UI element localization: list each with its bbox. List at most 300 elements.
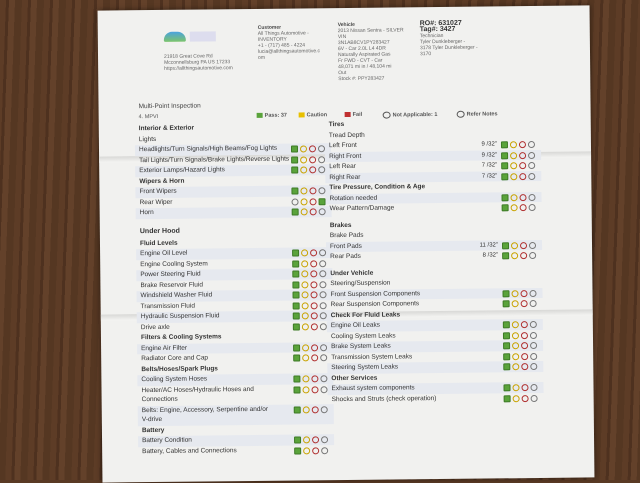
item-label: Left Rear (329, 162, 356, 171)
item-label: Battery Condition (142, 436, 192, 445)
pass-icon (503, 332, 510, 339)
item-label: Front Pads (329, 242, 362, 250)
pass-icon (293, 312, 300, 319)
status-indicators (291, 145, 327, 152)
legend-count: 4. MPVI (138, 113, 159, 121)
caution-icon (302, 386, 309, 393)
caution-icon (301, 249, 308, 256)
not-applicable-icon (318, 156, 325, 163)
fail-icon (312, 447, 319, 454)
measurement-value: 8 /32" (482, 252, 499, 259)
not-applicable-icon (319, 281, 326, 288)
item-label: Engine Oil Leaks (330, 321, 381, 330)
vehicle-block (338, 21, 404, 82)
item-label: Left Front (328, 141, 357, 150)
pass-icon (501, 162, 508, 169)
not-applicable-icon (320, 302, 327, 309)
header-line: Out (338, 69, 347, 77)
header-line: All Things Automotive - (257, 30, 309, 37)
tag-number: Tag#: 3427 (419, 25, 456, 34)
caution-icon (512, 384, 519, 391)
inspection-sheet (98, 5, 595, 482)
measurement-value: 9 /32" (481, 141, 497, 148)
status-indicators (501, 141, 537, 148)
fail-icon (309, 166, 316, 173)
pass-icon (293, 386, 300, 393)
item-label: Steering/Suspension (330, 279, 391, 288)
status-indicators (502, 289, 538, 296)
fail-icon (519, 152, 526, 159)
item-label: Engine Cooling System (140, 259, 208, 268)
legend-na: Not Applicable: 1 (383, 111, 438, 119)
item-label: Tire Pressure, Condition & Age (329, 183, 426, 192)
status-indicators (293, 386, 329, 393)
inspection-item-battery-cables-and-connections (138, 445, 334, 458)
pass-icon (291, 166, 298, 173)
fail-icon (310, 208, 317, 215)
pass-icon (502, 252, 509, 259)
item-label: Wipers & Horn (139, 177, 185, 185)
item-label: Engine Oil Level (140, 249, 188, 258)
item-label: Belts/Hoses/Spark Plugs (141, 364, 218, 373)
caution-icon (301, 291, 308, 298)
pass-icon (503, 363, 510, 370)
fail-icon (521, 363, 528, 370)
caution-icon (301, 260, 308, 267)
status-indicators (292, 270, 328, 277)
left-inspection-column (135, 122, 331, 455)
pass-icon (291, 145, 298, 152)
not-applicable-icon (318, 145, 325, 152)
legend-pass: Pass: 37 (257, 113, 287, 119)
not-applicable-icon (320, 386, 327, 393)
pass-icon (294, 406, 301, 413)
item-label: Transmission System Leaks (331, 352, 413, 361)
caution-icon (512, 353, 519, 360)
item-label: Filters & Cooling Systems (140, 333, 222, 342)
fail-icon (521, 321, 528, 328)
not-applicable-icon (529, 290, 536, 297)
item-label: Heater/AC Hoses/Hydraulic Hoses and Connections (141, 385, 254, 403)
status-indicators (503, 342, 539, 349)
item-label: Wear Pattern/Damage (329, 204, 395, 213)
item-label: Right Front (329, 152, 362, 160)
fail-icon (521, 332, 528, 339)
not-applicable-icon (530, 363, 537, 370)
fail-icon (521, 353, 528, 360)
fail-icon (522, 395, 529, 402)
not-applicable-icon (319, 208, 326, 215)
item-label: Exhaust system components (331, 384, 415, 393)
not-applicable-icon (529, 204, 536, 211)
caution-icon (301, 208, 308, 215)
pass-icon (292, 249, 299, 256)
inspection-item-wear-pattern-damage (326, 202, 542, 215)
item-label: Transmission Fluid (140, 302, 195, 310)
customer-block (258, 24, 320, 61)
measurement-value: 9 /32" (481, 151, 498, 159)
pass-icon (291, 156, 298, 163)
caution-icon (302, 312, 309, 319)
not-applicable-icon (321, 436, 328, 443)
pass-icon (501, 141, 508, 148)
status-indicators (292, 208, 328, 215)
not-applicable-icon (320, 344, 327, 351)
fail-icon (311, 323, 318, 330)
item-label: Tires (328, 121, 345, 129)
item-label: Check For Fluid Leaks (330, 310, 401, 319)
header-line: 3178 Tyler Dunkleberger - (419, 44, 478, 52)
not-applicable-icon (528, 162, 535, 169)
item-label: Rear Pads (330, 252, 361, 261)
not-applicable-icon (320, 323, 327, 330)
fail-icon (519, 173, 526, 180)
caution-icon (511, 204, 518, 211)
fail-icon (310, 260, 317, 267)
item-label: Tread Depth (328, 131, 365, 139)
status-indicators (503, 384, 539, 391)
pass-icon (293, 375, 300, 382)
caution-icon (301, 281, 308, 288)
not-applicable-icon (528, 152, 535, 159)
pass-icon (292, 260, 299, 267)
inspection-item-belts-engine-accessory-serpentine-and-or-v-drive (138, 404, 334, 426)
pass-icon (291, 187, 298, 194)
header-line: 48,071 mi in / 48,104 mi (338, 63, 392, 71)
header-line: om (258, 54, 266, 61)
pass-icon (501, 152, 508, 159)
pass-icon (292, 291, 299, 298)
item-label: Tail Lights/Turn Signals/Brake Lights/Reverse Lights (139, 155, 290, 164)
not-applicable-icon (529, 252, 536, 259)
status-indicators (503, 363, 539, 370)
header-line: Fr FWD - CVT - Car (338, 57, 383, 65)
caution-icon (512, 321, 519, 328)
header-line: 2013 Nissan Sentra - SILVER (337, 27, 404, 35)
fail-icon (311, 386, 318, 393)
item-label: Windshield Washer Fluid (140, 291, 213, 300)
fail-icon (519, 194, 526, 201)
pass-icon (292, 208, 299, 215)
header-line: 6V - Car 2.0L L4 4DR (337, 45, 386, 53)
caution-icon (511, 290, 518, 297)
item-label: Steering System Leaks (331, 363, 399, 372)
not-applicable-icon (528, 141, 535, 148)
not-applicable-icon (319, 270, 326, 277)
caution-icon (302, 344, 309, 351)
caution-icon (510, 152, 517, 159)
not-applicable-icon (319, 249, 326, 256)
status-indicators (292, 260, 328, 267)
caution-icon (299, 112, 305, 117)
item-label: Radiator Core and Cap (141, 354, 209, 363)
not-applicable-icon (530, 342, 537, 349)
not-applicable-icon (320, 354, 327, 361)
caution-icon (511, 242, 518, 249)
inspection-title: Multi-Point Inspection (138, 102, 201, 111)
fail-icon (309, 187, 316, 194)
address-line: 21918 Great Cove Rd (163, 53, 213, 60)
item-label: Power Steering Fluid (140, 270, 201, 279)
pass-icon (293, 302, 300, 309)
header-line: Naturally Aspirated Gas (337, 51, 391, 59)
status-indicators (502, 241, 538, 248)
status-indicators (291, 166, 327, 173)
header-line: Stock #: PPY283427 (338, 75, 385, 83)
ro-block (420, 21, 478, 58)
not-applicable-icon (530, 384, 537, 391)
not-applicable-icon (320, 312, 327, 319)
not-applicable-icon (319, 291, 326, 298)
fail-icon (519, 162, 526, 169)
fail-icon (311, 302, 318, 309)
caution-icon (300, 145, 307, 152)
not-applicable-icon (531, 395, 538, 402)
status-indicators (293, 344, 329, 351)
fail-icon (520, 204, 527, 211)
pass-icon (503, 384, 510, 391)
pass-icon (501, 173, 508, 180)
fail-icon (310, 270, 317, 277)
status-indicators (294, 436, 330, 443)
pass-icon (503, 342, 510, 349)
fail-icon (521, 300, 528, 307)
item-label: Rear Suspension Components (330, 300, 420, 309)
caution-icon (511, 252, 518, 259)
refer-notes-icon (457, 111, 465, 118)
pass-icon (502, 290, 509, 297)
pass-icon (293, 323, 300, 330)
status-indicators (504, 394, 540, 401)
caution-icon (510, 162, 517, 169)
caution-icon (510, 173, 517, 180)
dealer-address (164, 53, 233, 72)
pass-icon (292, 270, 299, 277)
pass-icon (257, 113, 263, 118)
item-label: Interior & Exterior (138, 124, 195, 133)
right-inspection-column (325, 118, 541, 403)
not-applicable-icon (321, 406, 328, 413)
not-applicable-icon (318, 166, 325, 173)
fail-icon (311, 312, 318, 319)
pass-icon (292, 198, 299, 205)
fail-icon (312, 436, 319, 443)
fail-icon (310, 198, 317, 205)
fail-icon (311, 354, 318, 361)
inspection-item-shocks-and-struts-check-operation (328, 392, 544, 405)
fail-icon (521, 384, 528, 391)
pass-icon (293, 354, 300, 361)
fail-icon (311, 344, 318, 351)
status-indicators (501, 151, 537, 158)
item-label: Front Suspension Components (330, 289, 421, 298)
customer-label: Customer (257, 24, 282, 31)
caution-icon (303, 447, 310, 454)
item-label: Rotation needed (329, 194, 378, 202)
caution-icon (512, 342, 519, 349)
fail-icon (310, 249, 317, 256)
caution-icon (512, 300, 519, 307)
pass-icon (293, 344, 300, 351)
legend-fail: Fail (345, 112, 363, 118)
not-applicable-icon (530, 332, 537, 339)
legend-caution: Caution (299, 112, 328, 118)
status-indicators (292, 198, 328, 205)
inspection-item-horn (136, 206, 332, 219)
fail-icon (312, 406, 319, 413)
item-label: Other Services (331, 374, 378, 382)
technician-label: Technician (419, 32, 444, 40)
caution-icon (300, 166, 307, 173)
item-label: Exterior Lamps/Hazard Lights (139, 166, 225, 175)
status-indicators (503, 321, 539, 328)
header-line: 3170 (419, 51, 432, 58)
pass-icon (503, 353, 510, 360)
caution-icon (512, 363, 519, 370)
status-indicators (292, 281, 328, 288)
item-label: Under Vehicle (330, 269, 374, 277)
caution-icon (302, 323, 309, 330)
item-label: Battery, Cables and Connections (142, 446, 237, 455)
caution-icon (301, 270, 308, 277)
item-label: Horn (139, 209, 154, 217)
fail-icon (520, 290, 527, 297)
item-label: Cooling System Leaks (330, 331, 396, 340)
status-indicators (293, 354, 329, 361)
item-label: Brake Pads (329, 231, 364, 240)
item-label: Rear Wiper (139, 198, 173, 206)
pass-icon (503, 321, 510, 328)
fail-icon (310, 281, 317, 288)
header-line: 3N1AB8CV1PY283427 (337, 39, 390, 47)
caution-icon (302, 375, 309, 382)
item-label: Brakes (329, 221, 352, 229)
item-label: Lights (138, 135, 157, 143)
item-label: Drive axle (140, 323, 170, 331)
item-label: Brake Reservoir Fluid (140, 281, 203, 289)
caution-icon (300, 156, 307, 163)
fail-icon (311, 375, 318, 382)
status-indicators (293, 323, 329, 330)
pass-icon (294, 447, 301, 454)
caution-icon (301, 198, 308, 205)
address-line: Mcconnellsburg PA US 17233 (164, 59, 231, 66)
status-indicators (292, 291, 328, 298)
status-indicators (293, 375, 329, 382)
status-indicators (291, 156, 327, 163)
item-label: Cooling System Hoses (141, 375, 208, 384)
ro-number: RO#: 631027 (419, 19, 462, 28)
address-line: https://allthingsautomotive.com (164, 65, 233, 72)
item-label: Engine Air Filter (141, 344, 188, 352)
fail-icon (309, 145, 316, 152)
fail-icon (309, 156, 316, 163)
caution-icon (303, 406, 310, 413)
not-applicable-icon (319, 198, 326, 205)
pass-icon (502, 242, 509, 249)
not-applicable-icon (319, 260, 326, 267)
pass-icon (294, 436, 301, 443)
not-applicable-icon (530, 321, 537, 328)
header-line: lucia@allthingsautomotive.c (257, 48, 321, 55)
status-indicators (502, 204, 538, 211)
item-label: Belts: Engine, Accessory, Serpentine and/or V-drive (141, 405, 269, 423)
caution-icon (302, 354, 309, 361)
status-indicators (503, 352, 539, 359)
item-label: Right Rear (329, 173, 361, 181)
fail-icon (520, 252, 527, 259)
status-indicators (292, 249, 328, 256)
status-indicators (501, 162, 537, 169)
not-applicable-icon (320, 375, 327, 382)
status-indicators (293, 302, 329, 309)
pass-icon (504, 395, 511, 402)
fail-icon (520, 242, 527, 249)
caution-icon (303, 436, 310, 443)
header-line: INVENTORY (257, 36, 287, 43)
fail-icon (519, 141, 526, 148)
fail-icon (521, 342, 528, 349)
item-label: Fluid Levels (139, 239, 178, 247)
status-indicators (502, 252, 538, 259)
item-label: Front Wipers (139, 187, 177, 196)
fail-icon (345, 112, 351, 117)
item-label: Shocks and Struts (check operation) (331, 394, 437, 403)
caution-icon (302, 302, 309, 309)
caution-icon (513, 395, 520, 402)
status-indicators (294, 406, 330, 413)
status-indicators (501, 172, 537, 179)
status-indicators (501, 193, 537, 200)
not-applicable-icon (530, 300, 537, 307)
pass-icon (503, 300, 510, 307)
item-label: Battery (141, 426, 165, 434)
not-applicable-icon (318, 187, 325, 194)
status-indicators (503, 331, 539, 338)
measurement-value: 11 /32" (479, 241, 499, 249)
item-label: Under Hood (139, 227, 180, 235)
pass-icon (292, 281, 299, 288)
measurement-value: 7 /32" (481, 172, 498, 180)
status-indicators (294, 447, 330, 454)
caution-icon (300, 187, 307, 194)
caution-icon (512, 332, 519, 339)
not-applicable-icon (383, 112, 391, 119)
caution-icon (510, 141, 517, 148)
not-applicable-icon (530, 353, 537, 360)
inspection-item-heater-ac-hoses-hydraulic-hoses-and-connections (137, 384, 333, 406)
not-applicable-icon (321, 447, 328, 454)
item-label: Hydraulic Suspension Fluid (140, 312, 220, 321)
header-line: +1 - (717) 485 - 4224 (257, 42, 306, 49)
status-indicators (503, 300, 539, 307)
pass-icon (502, 204, 509, 211)
legend-refer: Refer Notes (457, 110, 498, 117)
dealer-logo (164, 32, 186, 42)
not-applicable-icon (529, 242, 536, 249)
inspection-item-rear-pads (326, 250, 542, 263)
dealer-logo-text (190, 31, 216, 41)
item-label: Headlights/Turn Signals/High Beams/Fog Lights (138, 144, 278, 154)
vehicle-label: Vehicle (337, 21, 355, 29)
fail-icon (310, 291, 317, 298)
not-applicable-icon (528, 194, 535, 201)
status-indicators (293, 312, 329, 319)
measurement-value: 7 /32" (481, 162, 498, 169)
pass-icon (501, 194, 508, 201)
item-label: Brake System Leaks (331, 342, 391, 351)
header-line: Tyler Dunkleberger - (419, 38, 466, 46)
